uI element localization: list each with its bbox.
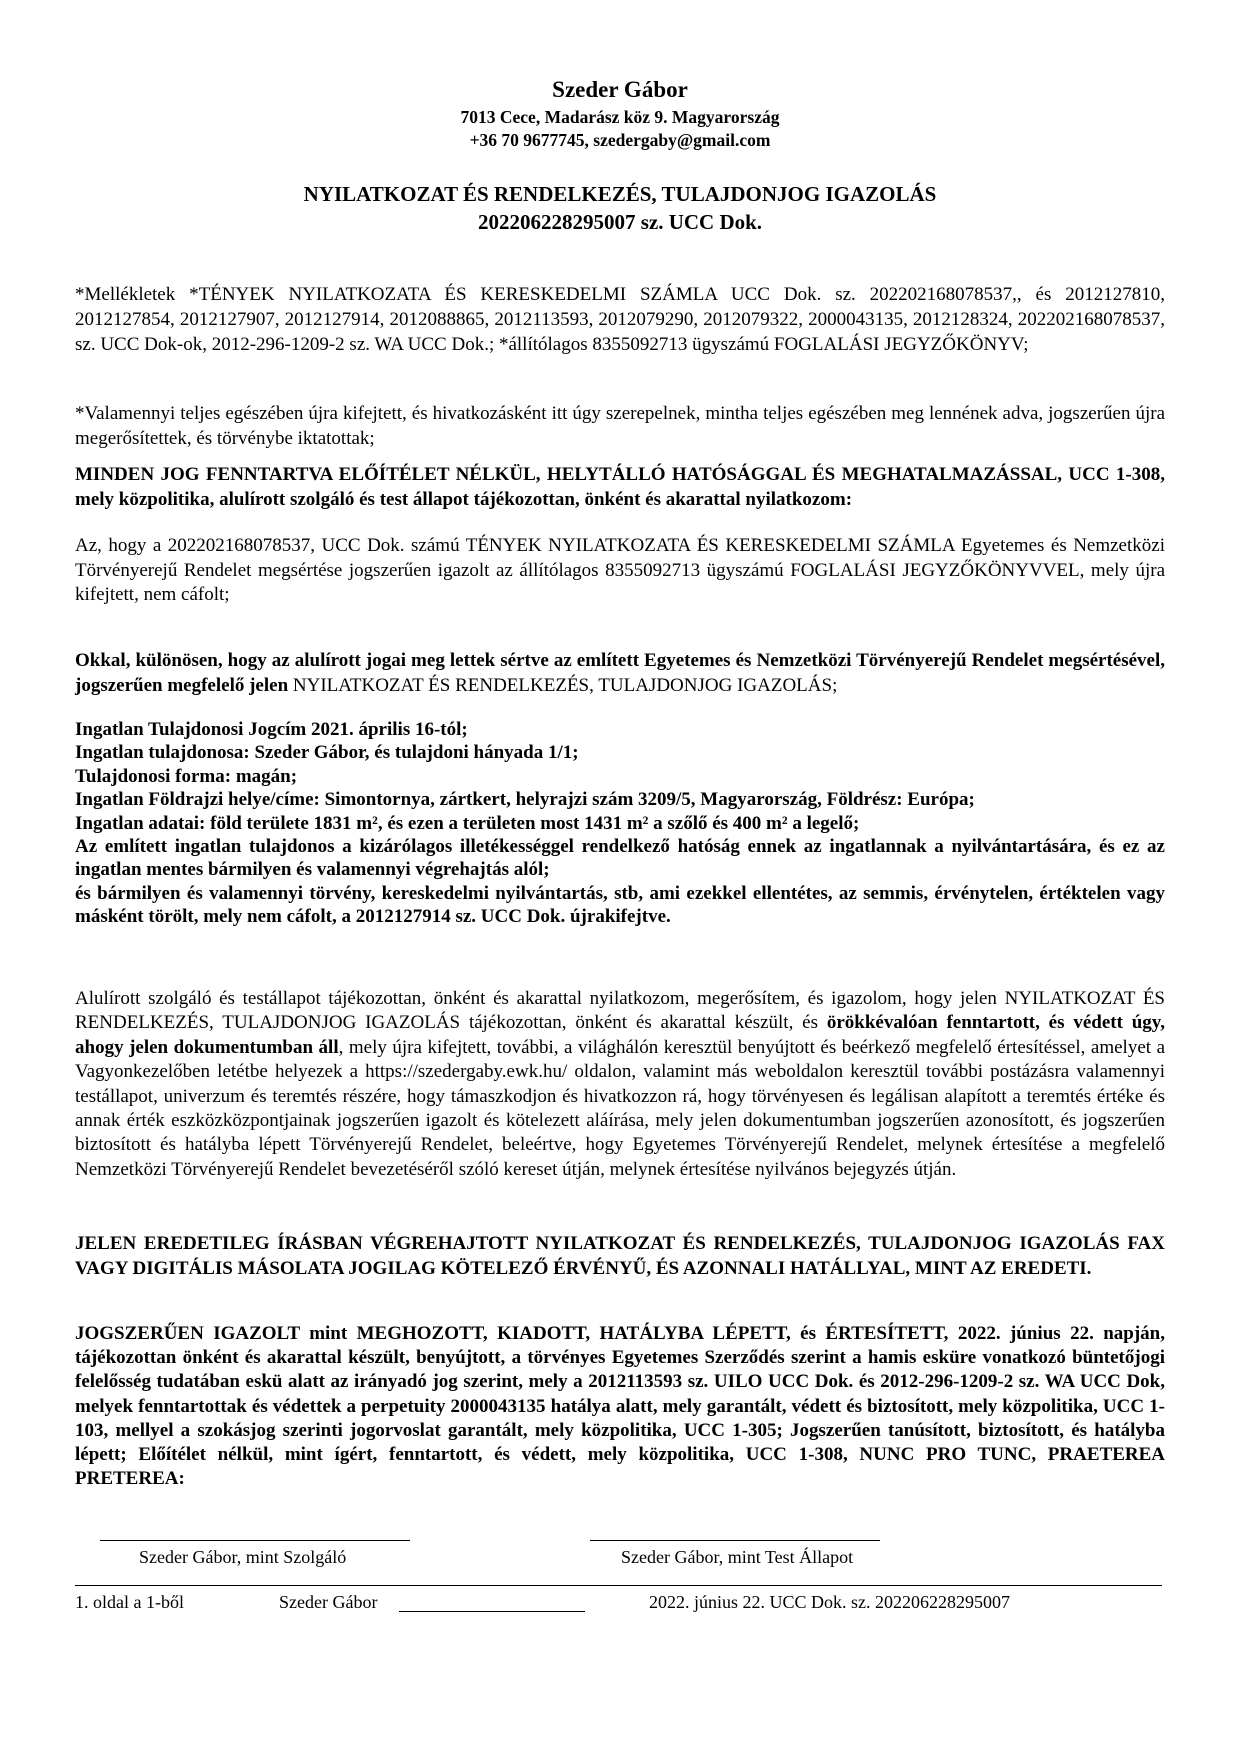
property-line: Ingatlan adatai: föld területe 1831 m², és ezen a területen most 1431 m² a szőlő és 400 m² a legelő; xyxy=(75,812,860,834)
statement-paragraph: Az, hogy a 202202168078537, UCC Dok. számú TÉNYEK NYILATKOZATA ÉS KERESKEDELMI SZÁMLA Egyetemes és Nemzetközi Törvényerejű Rendelet megsértése jogszerűen igazolt az állítólagos 8355092713 ügyszámú FOGLALÁSI JEGYZŐKÖNYVVEL, mely újra kifejtett, nem cáfolt; xyxy=(75,535,1165,605)
affirmation-bold-text: örökkévalóan fenntartott, és védett úgy, ahogy jelen dokumentumban áll xyxy=(75,1012,1166,1058)
property-line: Az említett ingatlan tulajdonos a kizárólagos illetékességgel rendelkező hatóság ennek az ingatlannak a nyilvántartására, és ez az ingatlan mentes bármilyen és valamennyi végrehajtás alól; xyxy=(75,836,1165,881)
footer-page-number: 1. oldal a 1-ből xyxy=(75,1592,184,1612)
affirmation-text-1: Alulírott szolgáló és testállapot tájékozottan, önként és akarattal nyilatkozom, megerősítem, és igazolom, hogy jelen NYILATKOZAT ÉS RENDELKEZÉS, TULAJDONJOG IGAZOLÁS tájékozottan, önként és akarattal készült, és xyxy=(75,988,1165,1034)
attachments-paragraph: *Mellékletek *TÉNYEK NYILATKOZATA ÉS KERESKEDELMI SZÁMLA UCC Dok. sz. 202202168078537,, és 2012127810, 2012127854, 2012127907, 2012127914, 2012088865, 2012113593, 2012079290, 2012079322, 2000043135, 2012128324, 202202168078537, sz. UCC Dok-ok, 2012-296-1209-2 sz. WA UCC Dok.; *állítólagos 8355092713 ügyszámú FOGLALÁSI JEGYZŐKÖNYV; xyxy=(75,284,1165,355)
footer-name: Szeder Gábor xyxy=(279,1592,378,1612)
property-line: és bármilyen és valamennyi törvény, kereskedelmi nyilvántartás, stb, ami ezekkel ellentétes, az semmis, érvénytelen, értéktelen vagy másként törölt, mely nem cáfolt, a 2012127914 sz. UCC Dok. újrakifejtve. xyxy=(75,882,1165,928)
property-line: Ingatlan Tulajdonosi Jogcím 2021. április 16-tól; xyxy=(75,719,468,740)
property-details xyxy=(75,718,1165,929)
body-signature-label: Szeder Gábor, mint Test Állapot xyxy=(621,1547,854,1567)
property-line: Ingatlan Földrajzi helye/címe: Simontornya, zártkert, helyrajzi szám 3209/5, Magyarország, Földrész: Európa; xyxy=(75,789,975,811)
property-line: Ingatlan tulajdonosa: Szeder Gábor, és tulajdoni hányada 1/1; xyxy=(75,742,579,764)
footer-initials-line xyxy=(399,1611,585,1612)
affirmation-paragraph xyxy=(75,987,1165,1182)
servant-signature-label: Szeder Gábor, mint Szolgáló xyxy=(139,1547,347,1567)
author-name: Szeder Gábor xyxy=(552,77,688,102)
reason-normal-text: NYILATKOZAT ÉS RENDELKEZÉS, TULAJDONJOG IGAZOLÁS; xyxy=(292,674,838,696)
reservation-paragraph: MINDEN JOG FENNTARTVA ELŐÍTÉLET NÉLKÜL, HELYTÁLLÓ HATÓSÁGGAL ÉS MEGHATALMAZÁSSAL, UCC 1-308, mely közpolitika, alulírott szolgáló és test állapot tájékozottan, önként és akarattal nyilatkozom: xyxy=(75,464,1165,510)
document-number: 202206228295007 sz. UCC Dok. xyxy=(477,210,763,234)
reason-bold-text: Okkal, különösen, hogy az alulírott jogai meg lettek sértve az említett Egyetemes és Nemzetközi Törvényerejű Rendelet megsértésével, jogszerűen megfelelő jelen xyxy=(75,650,1165,696)
footer-divider xyxy=(75,1585,1162,1586)
body-signature-line xyxy=(590,1540,880,1541)
property-line: Tulajdonosi forma: magán; xyxy=(75,765,298,787)
document-title: NYILATKOZAT ÉS RENDELKEZÉS, TULAJDONJOG IGAZOLÁS xyxy=(303,182,937,206)
footer-doc-reference: 2022. június 22. UCC Dok. sz. 202206228295007 xyxy=(649,1592,1011,1612)
certification-paragraph: JOGSZERŰEN IGAZOLT mint MEGHOZOTT, KIADOTT, HATÁLYBA LÉPETT, és ÉRTESÍTETT, 2022. június 22. napján, tájékozottan önként és akarattal készült, benyújtott, a törvényes Egyetemes Szerződés szerint a hamis esküre vonatkozó büntetőjogi felelősség tudatában eskü alatt az irányadó jog szerint, mely a 2012113593 sz. UILO UCC Dok. és 2012-296-1209-2 sz. WA UCC Dok, melyek fenntartottak és védettek a perpetuity 2000043135 hatálya alatt, mely garantált, védett és biztosított, mely közpolitika, UCC 1-103, mellyel a szokásjog szerinti jogorvoslat garantált, mely közpolitika, UCC 1-305; Jogszerűen tanúsított, biztosított, és hatályba lépett; Előítélet nélkül, mint ígért, fenntartott, és védett, mely közpolitika, UCC 1-308, NUNC PRO TUNC, PRAETEREA PRETEREA: xyxy=(75,1323,1165,1490)
servant-signature-line xyxy=(100,1540,410,1541)
copy-validity-paragraph: JELEN EREDETILEG ÍRÁSBAN VÉGREHAJTOTT NYILATKOZAT ÉS RENDELKEZÉS, TULAJDONJOG IGAZOLÁS FAX VAGY DIGITÁLIS MÁSOLATA JOGILAG KÖTELEZŐ ÉRVÉNYŰ, ÉS AZONNALI HATÁLLYAL, MINT AZ EREDETI. xyxy=(75,1233,1165,1279)
reason-paragraph xyxy=(75,649,1165,698)
author-contact: +36 70 9677745, szedergaby@gmail.com xyxy=(469,130,771,150)
author-address: 7013 Cece, Madarász köz 9. Magyarország xyxy=(460,107,780,127)
incorporation-paragraph: *Valamennyi teljes egészében újra kifejtett, és hivatkozásként itt úgy szerepelnek, mintha teljes egészében meg lennének adva, jogszerűen újra megerősítettek, és törvénybe iktatottak; xyxy=(75,403,1165,449)
affirmation-text-2: , mely újra kifejtett, további, a világhálón keresztül benyújtott és beérkező megfelelő értesítéssel, amelyet a Vagyonkezelőben letétbe helyezek a https://szedergaby.ewk.hu/ oldalon, valamint más weboldalon keresztül további postázásra valamennyi testállapot, univerzum és teremtés részére, hogy támaszkodjon és hivatkozzon rá, hogy törvényesen és legálisan alapított a teremtés értéke és annak érték eszközközpontjainak jogszerűen igazolt és kötelezett aláírása, mely jelen dokumentumban jogszerűen azonosított, és jogszerűen biztosított és hatályba lépett Törvényerejű Rendelet, beleértve, hogy Egyetemes Törvényerejű Rendelet, melynek értesítése a megfelelő Nemzetközi Törvényerejű Rendelet bevezetéséről szóló kereset útján, melynek értesítése nyilvános bejegyzés útján. xyxy=(75,1036,1165,1180)
